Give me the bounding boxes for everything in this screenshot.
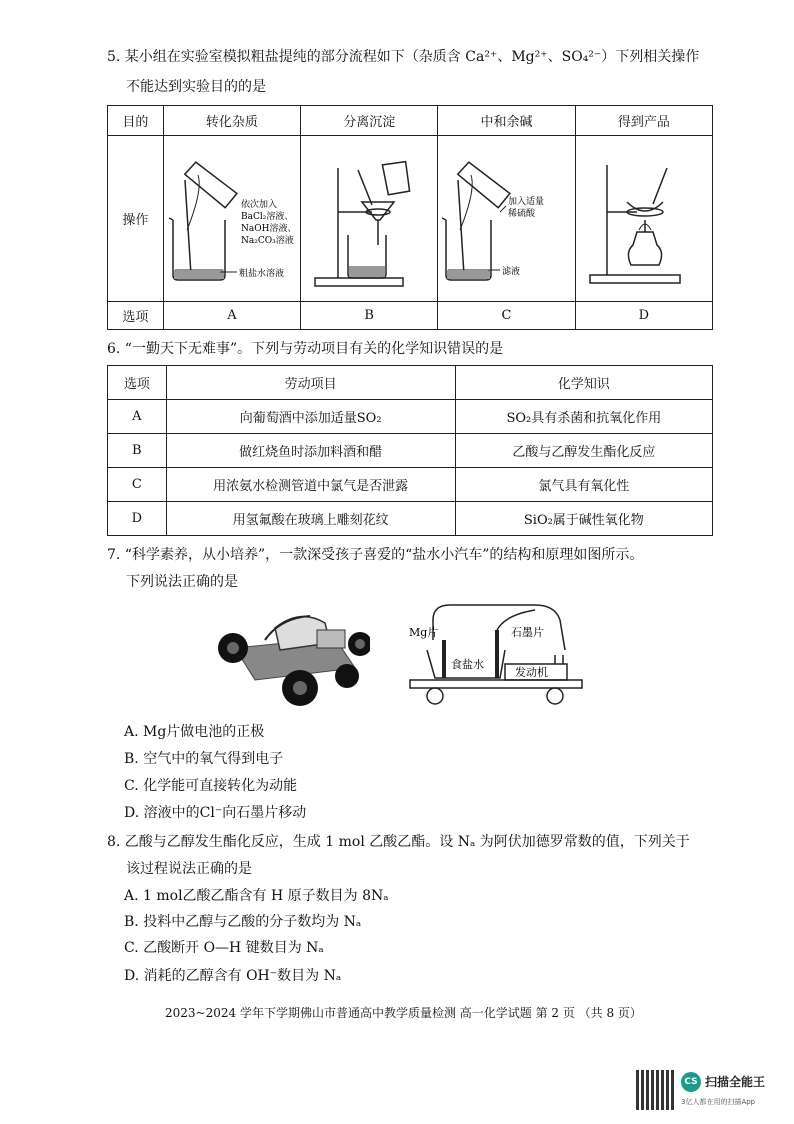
q6-header-knowledge: 化学知识 (455, 366, 712, 400)
q8-option-d: D. 消耗的乙醇含有 OH⁻数目为 Nₐ (124, 968, 342, 984)
q5-stem-line2: 不能达到实验目的的是 (126, 79, 266, 95)
q6-stem: 6. “一勤天下无难事”。下列与劳动项目有关的化学知识错误的是 (107, 341, 504, 357)
q7-option-a: A. Mg片做电池的正极 (124, 724, 265, 740)
q7-option-c: C. 化学能可直接转化为动能 (124, 778, 298, 794)
annot-c-line2: 稀硫酸 (508, 209, 536, 219)
q6-row-b-knowledge: 乙酸与乙醇发生酯化反应 (455, 434, 712, 468)
annot-a-line1: 依次加入 (241, 200, 278, 210)
q5-purpose-a: 转化杂质 (163, 106, 300, 136)
q8-option-a: A. 1 mol乙酸乙酯含有 H 原子数目为 8Nₐ (124, 888, 389, 904)
q8-option-c: C. 乙酸断开 O—H 键数目为 Nₐ (124, 940, 324, 956)
q6-row-a-labor: 向葡萄酒中添加适量SO₂ (166, 400, 455, 434)
q7-option-b: B. 空气中的氧气得到电子 (124, 751, 284, 767)
q6-row-b-option: B (108, 434, 167, 468)
annot-a-line3: NaOH溶液、 (241, 224, 297, 234)
filtration-illustration (300, 140, 437, 300)
scanner-tagline: 3亿人都在用的扫描App (681, 1098, 756, 1106)
scanner-logo-icon: CS (681, 1072, 701, 1092)
q5-option-c: C (438, 302, 575, 330)
q6-row-a-knowledge: SO₂具有杀菌和抗氧化作用 (455, 400, 712, 434)
annot-a-line2: BaCl₂溶液、 (241, 212, 294, 222)
annot-c-line1: 加入适量 (508, 197, 545, 207)
label-mg: Mg片 (409, 626, 439, 639)
q5-purpose-d: 得到产品 (575, 106, 712, 136)
q6-row-d-option: D (108, 502, 167, 536)
q6-row-d-labor: 用氢氟酸在玻璃上雕刻花纹 (166, 502, 455, 536)
label-engine: 发动机 (515, 666, 548, 679)
q6-row-c-option: C (108, 468, 167, 502)
annot-a-bottom: 粗盐水溶液 (239, 269, 285, 279)
label-salt-water: 食盐水 (451, 658, 484, 671)
page-footer: 2023~2024 学年下学期佛山市普通高中教学质量检测 高一化学试题 第 2 页 （共 8 页） (165, 1006, 642, 1020)
q6-row-c-knowledge: 氯气具有氧化性 (455, 468, 712, 502)
q5-operation-label: 操作 (108, 136, 164, 302)
q7-option-d: D. 溶液中的Cl⁻向石墨片移动 (124, 805, 307, 821)
q6-row-d-knowledge: SiO₂属于碱性氧化物 (455, 502, 712, 536)
q6-header-labor: 劳动项目 (166, 366, 455, 400)
q7-stem-line1: 7. “科学素养，从小培养”，一款深受孩子喜爱的“盐水小汽车”的结构和原理如图所示。 (107, 547, 644, 563)
beaker-pouring-c-illustration (438, 140, 575, 300)
q5-stem-line1: 5. 某小组在实验室模拟粗盐提纯的部分流程如下（杂质含 Ca²⁺、Mg²⁺、SO₄²⁻）下列相关操作 (107, 49, 700, 65)
scanner-app-name: 扫描全能王 (705, 1075, 766, 1089)
qr-code-icon (636, 1070, 676, 1110)
car-circuit-diagram (405, 600, 595, 710)
evaporation-illustration (575, 140, 712, 300)
q7-stem-line2: 下列说法正确的是 (126, 574, 238, 590)
annot-a-line4: Na₂CO₃溶液 (241, 236, 294, 246)
q5-purpose-b: 分离沉淀 (301, 106, 438, 136)
q5-option-a: A (163, 302, 300, 330)
q6-row-c-labor: 用浓氨水检测管道中氯气是否泄露 (166, 468, 455, 502)
q6-table (107, 365, 713, 536)
beaker-pouring-a-illustration (165, 140, 300, 300)
q5-purpose-label: 目的 (108, 106, 164, 136)
q8-option-b: B. 投料中乙醇与乙酸的分子数均为 Nₐ (124, 914, 362, 930)
q5-option-b: B (301, 302, 438, 330)
q8-stem-line1: 8. 乙酸与乙醇发生酯化反应，生成 1 mol 乙酸乙酯。设 Nₐ 为阿伏加德罗常数的值，下列关于 (107, 834, 690, 850)
q6-row-b-labor: 做红烧鱼时添加料酒和醋 (166, 434, 455, 468)
annot-c-bottom: 滤液 (502, 267, 521, 277)
q6-row-a-option: A (108, 400, 167, 434)
q6-header-option: 选项 (108, 366, 167, 400)
salt-water-car-photo (205, 598, 370, 710)
q5-option-label: 选项 (108, 302, 164, 330)
q5-purpose-c: 中和余碱 (438, 106, 575, 136)
q5-option-d: D (575, 302, 712, 330)
q8-stem-line2: 该过程说法正确的是 (126, 861, 252, 877)
label-graphite: 石墨片 (511, 626, 544, 639)
